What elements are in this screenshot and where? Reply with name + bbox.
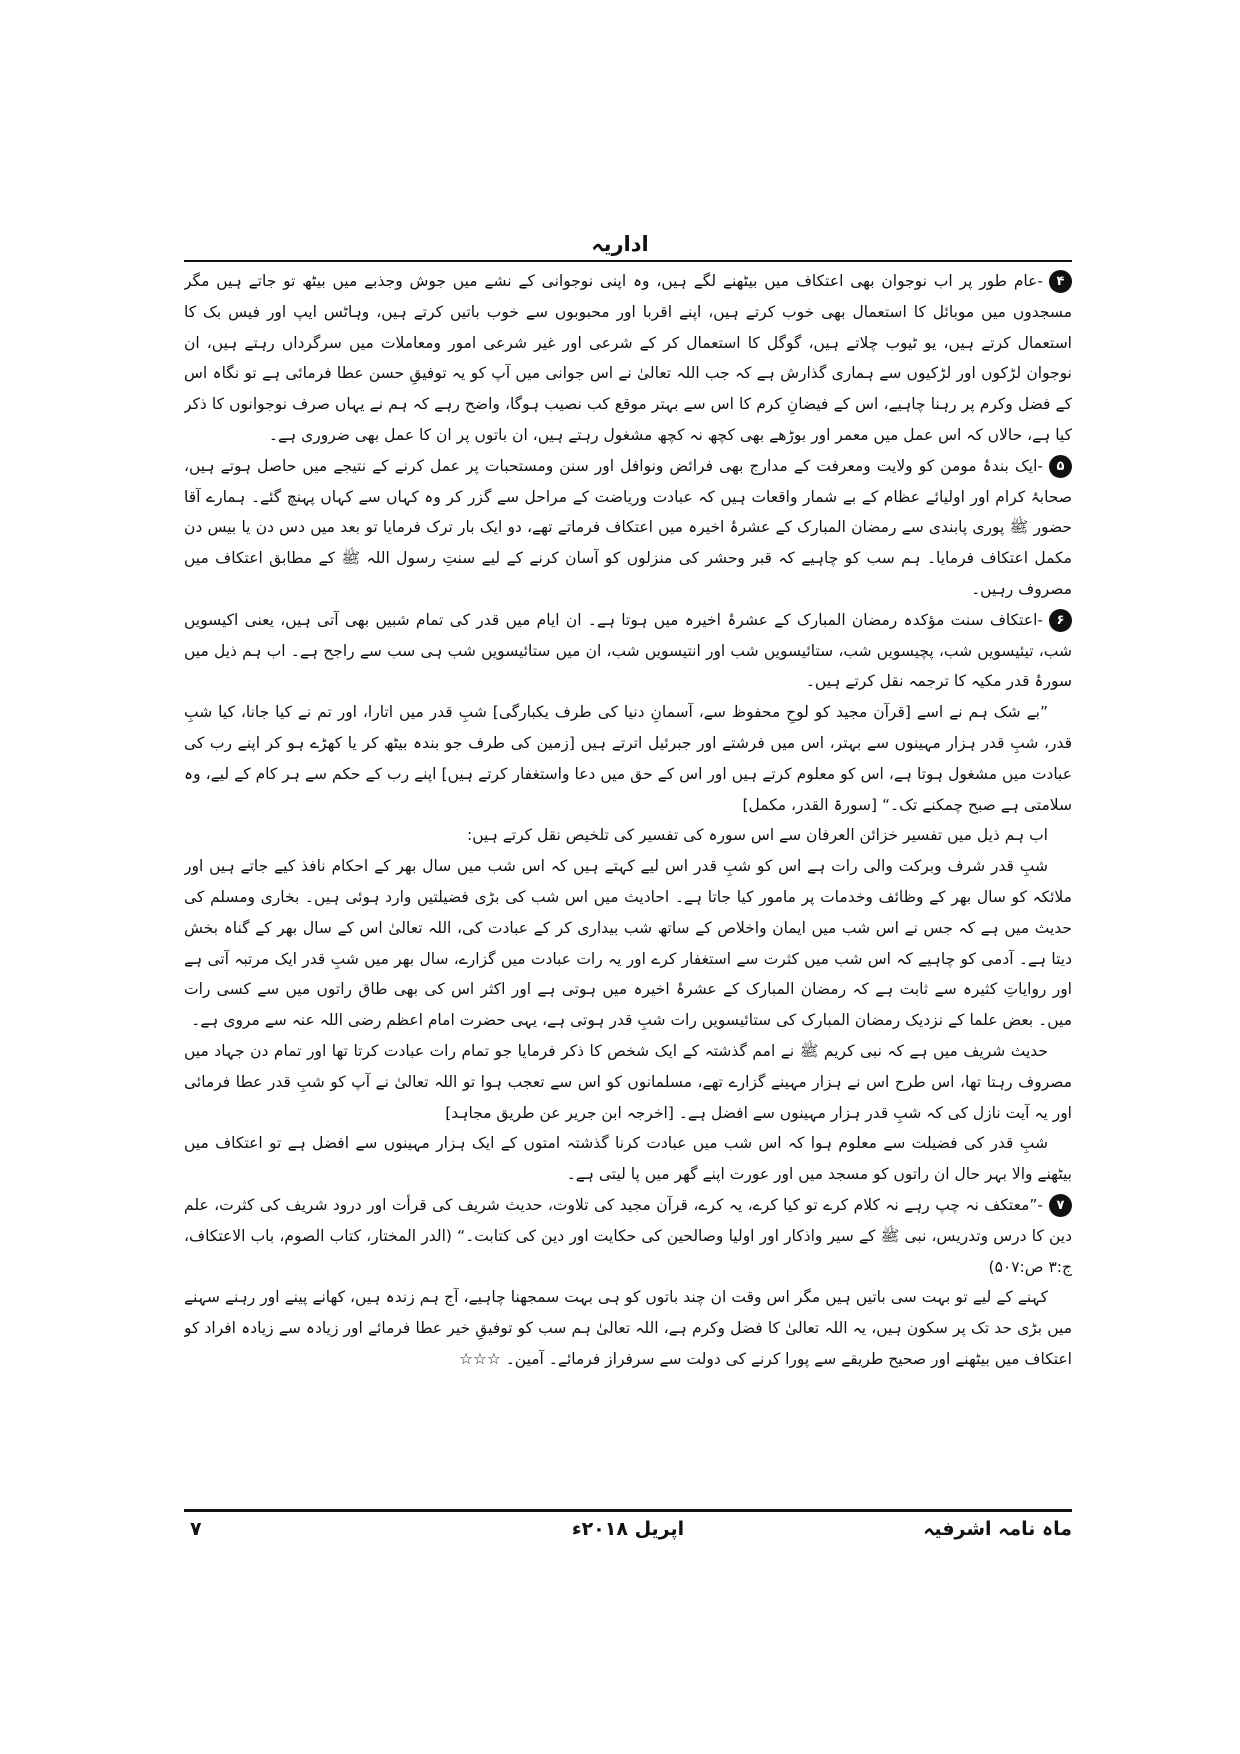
virtue-paragraph: شبِ قدر کی فضیلت سے معلوم ہوا کہ اس شب میں عبادت کرنا گذشتہ امتوں کے ایک ہزار مہینوں سے افضل ہے تو اعتکاف میں بیٹھنے والا بہر حال ان راتوں کو مسجد میں اور عورت اپنے گھر میں پا لیتی ہے۔	[184, 1134, 1072, 1184]
paragraph-4	[184, 266, 1072, 451]
paragraph-text: -ایک بندۂ مومن کو ولایت ومعرفت کے مدارج بھی فرائض ونوافل اور سنن ومستحبات پر عمل کرنے کے نتیجے میں حاصل ہوتے ہیں، صحابۂ کرام اور اولیائے عظام کے بے شمار واقعات ہیں کہ عبادت وریاضت کے مراحل سے گزر کر وہ کہاں سے کہاں پہنچ گئے۔ ہمارے آقا حضور ﷺ پوری پابندی سے رمضان المبارک کے عشرۂ اخیرہ میں اعتکاف فرماتے تھے، دو ایک بار ترک فرمایا تو بعد میں دس دن یا بیس دن مکمل اعتکاف فرمایا۔ ہم سب کو چاہیے کہ قبر وحشر کی منزلوں کو آسان کرنے کے لیے سنتِ رسول اللہ ﷺ کے مطابق اعتکاف میں مصروف رہیں۔	[184, 456, 1072, 598]
tafsir-paragraph: شبِ قدر شرف وبرکت والی رات ہے اس کو شبِ قدر اس لیے کہتے ہیں کہ اس شب میں سال بھر کے احکام نافذ کیے جاتے ہیں اور ملائکہ کو سال بھر کے وظائف وخدمات پر مامور کیا جاتا ہے۔ احادیث میں اس شب کی بڑی فضیلتیں وارد ہوئی ہیں۔ بخاری ومسلم کی حدیث میں ہے کہ جس نے اس شب میں ایمان واخلاص کے ساتھ شب بیداری کر کے عبادت کی، اللہ تعالیٰ اس کے سال بھر کے گناہ بخش دیتا ہے۔ آدمی کو چاہیے کہ اس شب میں کثرت سے استغفار کرے اور یہ رات عبادت میں گزارے، سال بھر میں شبِ قدر ایک مرتبہ آتی ہے اور روایاتِ کثیرہ سے ثابت ہے کہ رمضان المبارک کے عشرۂ اخیرہ میں ہوتی ہے اور اکثر اس کی بھی طاق راتوں میں سے کسی رات میں۔ بعض علما کے نزدیک رمضان المبارک کی ستائیسویں رات شبِ قدر ہوتی ہے، یہی حضرت امام اعظم رضی اللہ عنہ سے مروی ہے۔	[184, 857, 1072, 1030]
paragraph-number-badge: ۶	[1049, 609, 1072, 632]
footer-divider	[184, 1509, 1072, 1512]
hadith-paragraph: حدیث شریف میں ہے کہ نبی کریم ﷺ نے امم گذشتہ کے ایک شخص کا ذکر فرمایا جو تمام رات عبادت کرتا تھا اور تمام دن جہاد میں مصروف رہتا تھا، اس طرح اس نے ہزار مہینے گزارے تھے، مسلمانوں کو اس سے تعجب ہوا تو اللہ تعالیٰ نے آپ کو شبِ قدر عطا فرمائی اور یہ آیت نازل کی کہ شبِ قدر ہزار مہینوں سے افضل ہے۔ [اخرجہ ابن جریر عن طریق مجاہد]	[184, 1041, 1072, 1122]
paragraph-7	[184, 1190, 1072, 1282]
page-footer	[184, 1518, 1072, 1552]
page-number: ۷	[190, 1518, 202, 1540]
paragraph-number-badge: ۷	[1049, 1194, 1072, 1217]
article-body	[184, 266, 1072, 1504]
paragraph-number-badge: ۵	[1049, 455, 1072, 478]
header-divider	[184, 260, 1072, 262]
magazine-name: ماہ نامہ اشرفیہ	[923, 1518, 1072, 1540]
tafsir-intro: اب ہم ذیل میں تفسیر خزائن العرفان سے اس سورہ کی تفسیر کی تلخیص نقل کرتے ہیں:	[467, 826, 1048, 845]
paragraph-6	[184, 605, 1072, 697]
paragraph-5	[184, 451, 1072, 605]
paragraph-number-badge: ۴	[1049, 270, 1072, 293]
paragraph-text: -عام طور پر اب نوجوان بھی اعتکاف میں بیٹھنے لگے ہیں، وہ اپنی نوجوانی کے نشے میں جوش وجذبے میں بیٹھ تو جاتے ہیں مگر مسجدوں میں موبائل کا استعمال بھی خوب کرتے ہیں، اپنے اقربا اور محبوبوں سے خوب باتیں کرتے ہیں، وہاٹس ایپ اور فیس بک کا استعمال کرتے ہیں، یو ٹیوب چلاتے ہیں، گوگل کا استعمال کر کے شرعی اور غیر شرعی امور ومعاملات میں سرگرداں رہتے ہیں، ان نوجوان لڑکوں اور لڑکیوں سے ہماری گذارش ہے کہ جب اللہ تعالیٰ نے اس جوانی میں آپ کو یہ توفیقِ حسن عطا فرمائی ہے تو نگاہ اس کے فضل وکرم پر رہنا چاہیے، اس کے فیضانِ کرم کا اس سے بہتر موقع کب نصیب ہوگا، واضح رہے کہ ہم نے یہاں صرف نوجوانوں کا ذکر کیا ہے، حالاں کہ اس عمل میں معمر اور بوڑھے بھی کچھ نہ کچھ مشغول رہتے ہیں، ان باتوں پر ان کا عمل بھی ضروری ہے۔	[184, 272, 1072, 444]
closing-paragraph: کہنے کے لیے تو بہت سی باتیں ہیں مگر اس وقت ان چند باتوں کو ہی بہت سمجھنا چاہیے، آج ہم زندہ ہیں، کھانے پینے اور رہنے سہنے میں بڑی حد تک پر سکون ہیں، یہ اللہ تعالیٰ کا فضل وکرم ہے، اللہ تعالیٰ ہم سب کو توفیقِ خیر عطا فرمائے اور زیادہ سے زیادہ افراد کو اعتکاف میں بیٹھنے اور صحیح طریقے سے پورا کرنے کی دولت سے سرفراز فرمائے۔ آمین۔ ☆☆☆	[184, 1288, 1072, 1368]
paragraph-text: -”معتکف نہ چپ رہے نہ کلام کرے تو کیا کرے، یہ کرے، قرآن مجید کی تلاوت، حدیث شریف کی قرأت اور درود شریف کی کثرت، علم دین کا درس وتدریس، نبی ﷺ کے سیر واذکار اور اولیا وصالحین کی حکایت اور دین کی کتابت۔“ (الدر المختار، کتاب الصوم، باب الاعتکاف، ج:۳ ص:۵۰۷)	[184, 1195, 1072, 1276]
paragraph-text: -اعتکاف سنت مؤکدہ رمضان المبارک کے عشرۂ اخیرہ میں ہوتا ہے۔ ان ایام میں قدر کی تمام شبیں بھی آتی ہیں، یعنی اکیسویں شب، تیئیسویں شب، پچیسویں شب، ستائیسویں شب اور انتیسویں شب، ان میں ستائیسویں شب ہی سب سے راجح ہے۔ اب ہم ذیل میں سورۂ قدر مکیہ کا ترجمہ نقل کرتے ہیں۔	[184, 610, 1072, 691]
quran-translation-quote: ”بے شک ہم نے اسے [قرآن مجید کو لوحِ محفوظ سے، آسمانِ دنیا کی طرف یکبارگی] شبِ قدر میں اتارا، اور تم نے کیا جانا، کیا شبِ قدر، شبِ قدر ہزار مہینوں سے بہتر، اس میں فرشتے اور جبرئیل اترتے ہیں [زمین کی طرف جو بندہ بیٹھ کر یا کھڑے ہو کر اپنے رب کی عبادت میں مشغول ہوتا ہے، اس کو معلوم کرتے ہیں اور اس کے حق میں دعا واستغفار کرتے ہیں] اپنے رب کے حکم سے ہر کام کے لیے، وہ سلامتی ہے صبح چمکنے تک۔“ [سورۃ القدر، مکمل]	[184, 703, 1072, 814]
issue-date: اپریل ۲۰۱۸ء	[571, 1518, 685, 1540]
page-header-title: اداریہ	[591, 232, 649, 256]
